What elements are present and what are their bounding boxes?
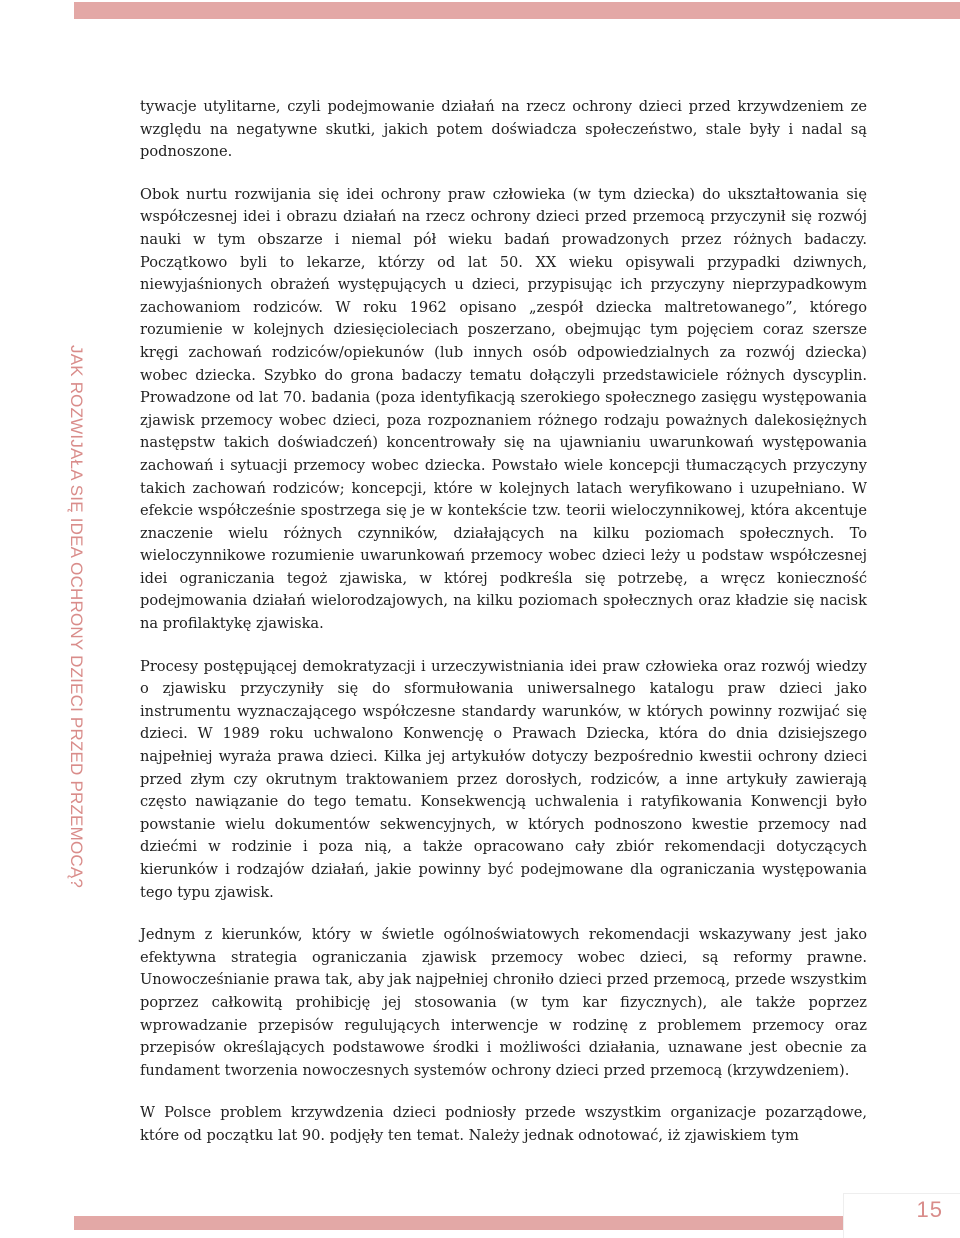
top-decorative-bar (74, 2, 960, 19)
bottom-decorative-bar (74, 1216, 960, 1230)
page-number: 15 (916, 1197, 943, 1222)
paragraph-2: Obok nurtu rozwijania się idei ochrony praw człowieka (w tym dziecka) do ukształtowania się współczesnej idei i obrazu działań na rzecz ochrony dzieci przed przemocą przyczynił się rozwój nauki w tym obszarze i niemal pół wieku badań prowadzonych przez różnych badaczy. Początkowo byli to lekarze, którzy od lat 50. XX wieku opisywali przypadki dziwnych, niewyjaśnionych obrażeń występujących u dzieci, przypisując ich przyczyny nieprzypadkowym zachowaniom rodziców. W roku 1962 opisano „zespół dziecka maltretowanego”, którego rozumienie w kolejnych dziesięcioleciach poszerzano, obejmując tym pojęciem coraz szersze kręgi zachowań rodziców/opiekunów (lub innych osób odpowiedzialnych za rozwój dziecka) wobec dziecka. Szybko do grona badaczy tematu dołączyli przedstawiciele różnych dyscyplin. Prowadzone od lat 70. badania (poza identyfikacją szerokiego społecznego zasięgu występowania zjawisk przemocy wobec dzieci, poza rozpoznaniem różnego rodzaju poważnych dalekosiężnych następstw takich doświadczeń) koncentrowały się na ujawnianiu uwarunkowań występowania zachowań i sytuacji przemocy wobec dziecka. Powstało wiele koncepcji tłumaczących przyczyny takich zachowań rodziców; koncepcji, które w kolejnych latach weryfikowano i uzupełniano. W efekcie współcześnie spostrzega się je w kontekście tzw. teorii wieloczynnikowej, która akcentuje znaczenie wielu różnych czynników, działających na kilku poziomach społecznych. To wieloczynnikowe rozumienie uwarunkowań przemocy wobec dzieci leży u podstaw współczesnej idei ograniczania tegoż zjawiska, w której podkreśla się potrzebę, a wręcz konieczność podejmowania działań wielorodzajowych, na kilku poziomach społecznych oraz kładzie się nacisk na profilaktykę zjawiska. (140, 185, 867, 633)
side-title-text: JAK ROZWIJAŁA SIĘ IDEA OCHRONY DZIECI PRZED PRZEMOCĄ? (67, 345, 86, 889)
paragraph-1: tywacje utylitarne, czyli podejmowanie działań na rzecz ochrony dzieci przed krzywdzeniem ze względu na negatywne skutki, jakich potem doświadcza społeczeństwo, stale były i nadal są podnoszone. (140, 98, 867, 161)
paragraph-3: Procesy postępującej demokratyzacji i urzeczywistniania idei praw człowieka oraz rozwój wiedzy o zjawisku przyczyniły się do sformułowania uniwersalnego katalogu praw dzieci jako instrumentu wyznaczającego współczesne standardy warunków, w których powinny rozwijać się dzieci. W 1989 roku uchwalono Konwencję o Prawach Dziecka, która do dnia dzisiejszego najpełniej wyraża prawa dzieci. Kilka jej artykułów dotyczy bezpośrednio kwestii ochrony dzieci przed złym czy okrutnym traktowaniem przez dorosłych, rodziców, a inne artykuły zawierają często nawiązanie do tego tematu. Konsekwencją uchwalenia i ratyfikowania Konwencji było powstanie wielu dokumentów sekwencyjnych, w których podnoszono kwestie przemocy nad dziećmi w rodzinie i poza nią, a także opracowano cały zbiór rekomendacji dotyczących kierunków i rodzajów działań, jakie powinny być podejmowane dla ograniczania występowania tego typu zjawisk. (140, 657, 867, 901)
paragraph-4: Jednym z kierunków, który w świetle ogólnoświatowych rekomendacji wskazywany jest jako efektywna strategia ograniczania zjawisk przemocy wobec dzieci, są reformy prawne. Unowocześnianie prawa tak, aby jak najpełniej chroniło dzieci przed przemocą, przede wszystkim poprzez całkowitą prohibicję jej stosowania (w tym kar fizycznych), ale także poprzez wprowadzanie przepisów regulujących interwencje w rodzinę z problemem przemocy oraz przepisów określających podstawowe środki i możliwości działania, uznawane jest obecnie za fundament tworzenia nowoczesnych systemów ochrony dzieci przed przemocą (krzywdzeniem). (140, 926, 867, 1079)
paragraph-5: W Polsce problem krzywdzenia dzieci podniosły przede wszystkim organizacje pozarządowe, które od początku lat 90. podjęły ten temat. Należy jednak odnotować, iż zjawiskiem tym (140, 1104, 867, 1144)
article-body (140, 96, 867, 1168)
page-number-box (843, 1193, 960, 1238)
